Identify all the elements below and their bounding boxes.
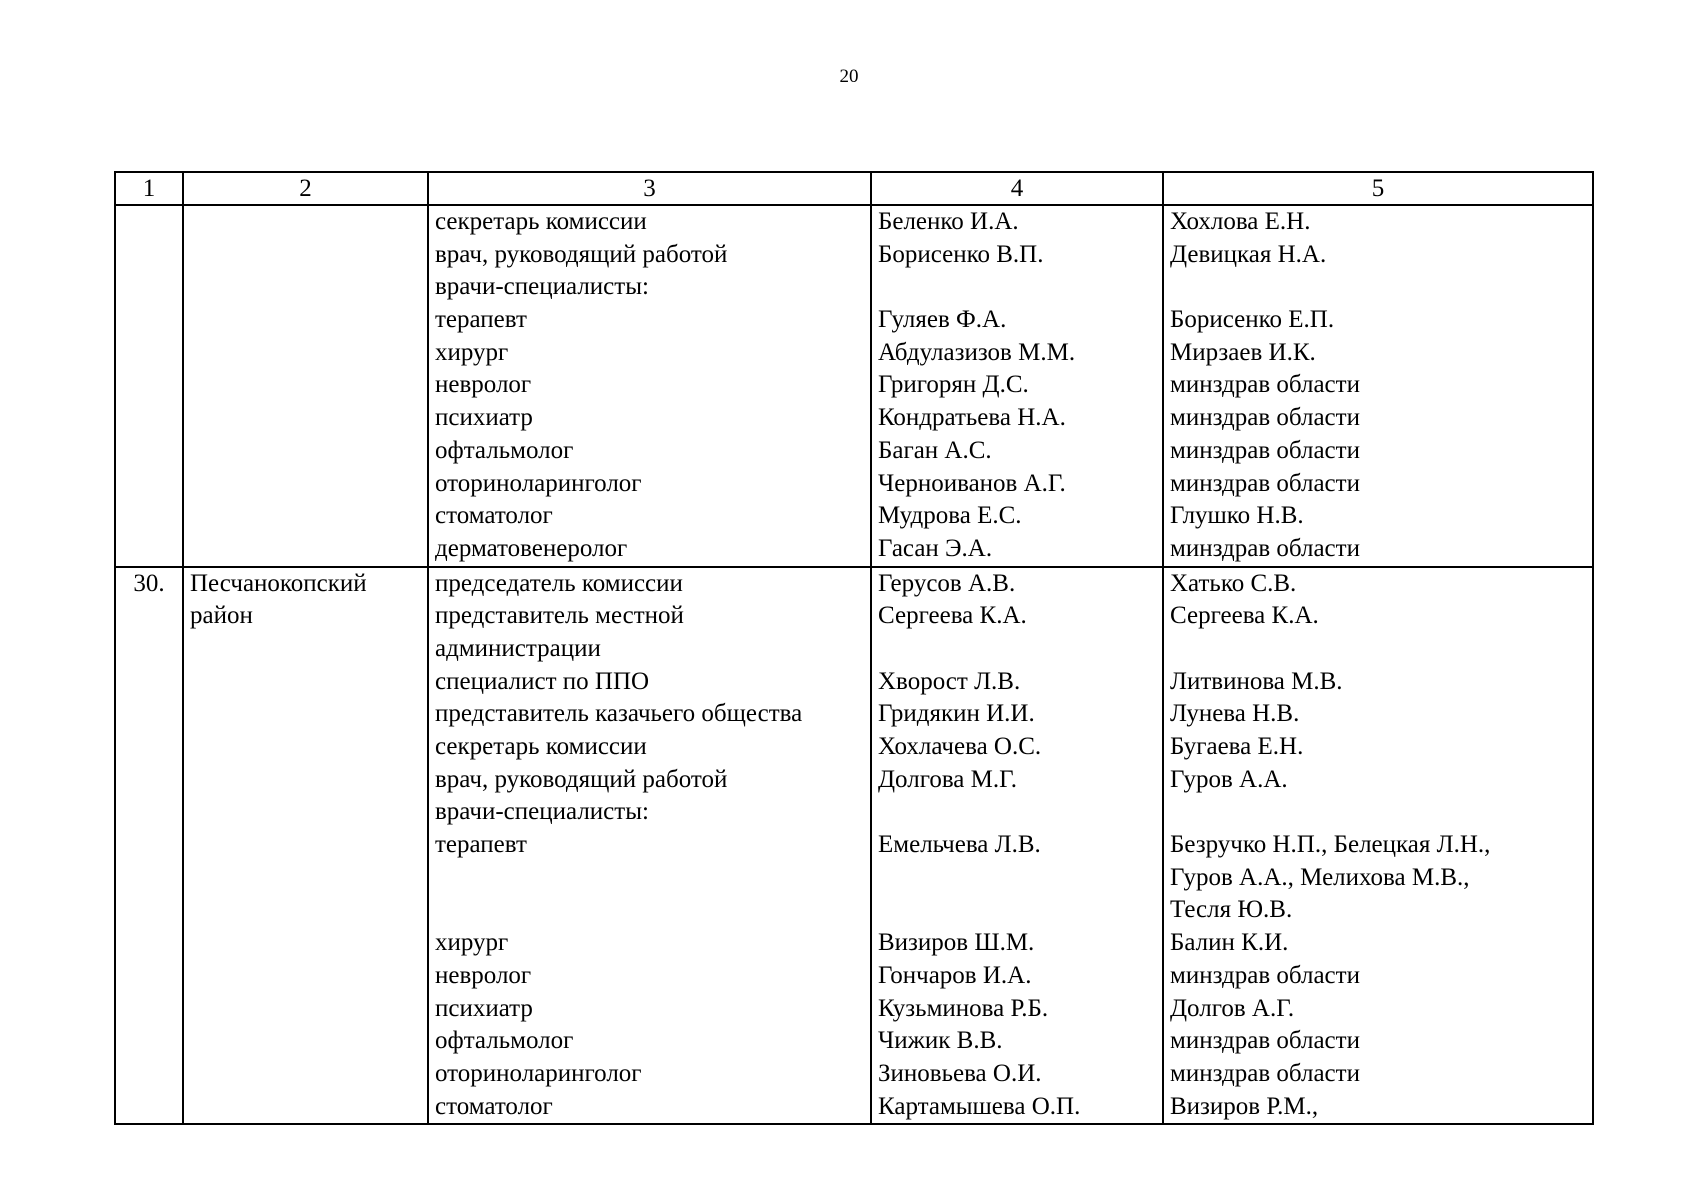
position-line (435, 862, 864, 895)
reserve-name (1170, 633, 1586, 666)
reserve-name: Девицкая Н.А. (1170, 240, 1327, 268)
position-line: секретарь комиссии (435, 733, 647, 760)
reserve-name: Глушко Н.В. (1170, 502, 1304, 530)
reserve-name: Литвинова М.В. (1170, 667, 1343, 695)
member-name: Чижик В.В. (878, 1027, 1003, 1055)
header-cell-4: 4 (871, 172, 1163, 205)
position-line: психиатр (435, 994, 533, 1022)
position-line: хирург (435, 338, 509, 366)
member-name: Визиров Ш.М. (878, 929, 1035, 957)
reserve-name: Балин К.И. (1170, 929, 1289, 957)
member-name (878, 633, 1156, 666)
position-line: оториноларинголог (435, 469, 642, 497)
position-line: врач, руководящий работой (435, 240, 728, 268)
member-name: Гридякин И.И. (878, 700, 1035, 728)
position-line: врачи-специалисты: (435, 273, 649, 301)
district-cell (183, 567, 428, 1125)
position-line: невролог (435, 371, 532, 399)
position-line: терапевт (435, 306, 527, 334)
position-line: оториноларинголог (435, 1059, 642, 1087)
member-name: Зиновьева О.И. (878, 1059, 1042, 1087)
reserve-cell (1163, 567, 1593, 1125)
member-name: Гончаров И.А. (878, 961, 1032, 989)
reserve-name: минздрав области (1170, 1059, 1360, 1087)
member-name: Кондратьева Н.А. (878, 404, 1066, 432)
position-line: невролог (435, 961, 532, 989)
table-row (115, 205, 1593, 567)
position-line: секретарь комиссии (435, 208, 647, 235)
member-name: Гуляев Ф.А. (878, 306, 1007, 334)
reserve-name: Мирзаев И.К. (1170, 338, 1316, 366)
reserve-name: Сергеева К.А. (1170, 602, 1319, 630)
reserve-name: Тесля Ю.В. (1170, 896, 1293, 924)
position-line: психиатр (435, 404, 533, 432)
reserve-name: Борисенко Е.П. (1170, 306, 1335, 334)
table-row (115, 567, 1593, 1125)
position-line: врач, руководящий работой (435, 765, 728, 793)
member-name: Сергеева К.А. (878, 602, 1027, 630)
member-name: Картамышева О.П. (878, 1092, 1081, 1120)
reserve-name (1170, 271, 1586, 304)
member-name: Герусов А.В. (878, 569, 1016, 597)
reserve-name: минздрав области (1170, 961, 1360, 989)
member-name: Баган А.С. (878, 436, 992, 464)
position-cell (428, 205, 871, 567)
member-name: Долгова М.Г. (878, 765, 1018, 793)
member-cell (871, 205, 1163, 567)
position-cell (428, 567, 871, 1125)
position-line: председатель комиссии (435, 569, 683, 597)
reserve-name: минздрав области (1170, 1027, 1360, 1055)
member-name: Борисенко В.П. (878, 240, 1044, 268)
member-name: Кузьминова Р.Б. (878, 994, 1049, 1022)
position-line (435, 894, 864, 927)
member-name: Гасан Э.А. (878, 534, 993, 562)
row-number-cell (115, 567, 183, 1125)
reserve-name: Хатько С.В. (1170, 569, 1297, 597)
reserve-name: Долгов А.Г. (1170, 994, 1295, 1022)
member-name (878, 271, 1156, 304)
reserve-cell (1163, 205, 1593, 567)
position-line: представитель местной (435, 602, 684, 630)
district-line: район (190, 602, 253, 630)
member-name: Григорян Д.С. (878, 371, 1029, 399)
position-line: врачи-специалисты: (435, 798, 649, 826)
member-name (878, 862, 1156, 895)
row-number: 30. (133, 569, 165, 597)
header-cell-2: 2 (183, 172, 428, 205)
reserve-name: Визиров Р.М., (1170, 1092, 1319, 1120)
header-cell-3: 3 (428, 172, 871, 205)
position-line: стоматолог (435, 502, 553, 530)
member-name: Емельчева Л.В. (878, 831, 1041, 859)
district-cell (183, 205, 428, 567)
reserve-name: минздрав области (1170, 534, 1360, 562)
position-line: хирург (435, 929, 509, 957)
member-name: Мудрова Е.С. (878, 502, 1022, 530)
reserve-name: Гуров А.А., Мелихова М.В., (1170, 863, 1470, 891)
reserve-name: Хохлова Е.Н. (1170, 208, 1311, 235)
position-line: стоматолог (435, 1092, 553, 1120)
position-line: дерматовенеролог (435, 534, 628, 562)
member-name: Хворост Л.В. (878, 667, 1021, 695)
district-line: Песчанокопский (190, 569, 367, 597)
header-cell-1: 1 (115, 172, 183, 205)
reserve-name: минздрав области (1170, 404, 1360, 432)
header-row (115, 172, 1593, 205)
member-name: Абдулазизов М.М. (878, 338, 1076, 366)
position-line: терапевт (435, 831, 527, 859)
reserve-name (1170, 796, 1586, 829)
commission-table (114, 171, 1594, 1125)
page-number: 20 (839, 66, 859, 87)
member-name: Черноиванов А.Г. (878, 469, 1066, 497)
member-name: Беленко И.А. (878, 208, 1019, 235)
position-line: администрации (435, 634, 601, 662)
row-number-cell (115, 205, 183, 567)
header-cell-5: 5 (1163, 172, 1593, 205)
reserve-name: Бугаева Е.Н. (1170, 733, 1304, 760)
reserve-name: Безручко Н.П., Белецкая Л.Н., (1170, 831, 1491, 859)
member-name (878, 796, 1156, 829)
reserve-name: минздрав области (1170, 371, 1360, 399)
position-line: представитель казачьего общества (435, 700, 803, 728)
member-name: Хохлачева О.С. (878, 733, 1042, 760)
reserve-name: минздрав области (1170, 436, 1360, 464)
position-line: специалист по ППО (435, 667, 650, 695)
row-number (122, 206, 176, 239)
reserve-name: Гуров А.А. (1170, 765, 1288, 793)
member-cell (871, 567, 1163, 1125)
reserve-name: минздрав области (1170, 469, 1360, 497)
reserve-name: Лунева Н.В. (1170, 700, 1300, 728)
position-line: офтальмолог (435, 1027, 574, 1055)
position-line: офтальмолог (435, 436, 574, 464)
member-name (878, 894, 1156, 927)
